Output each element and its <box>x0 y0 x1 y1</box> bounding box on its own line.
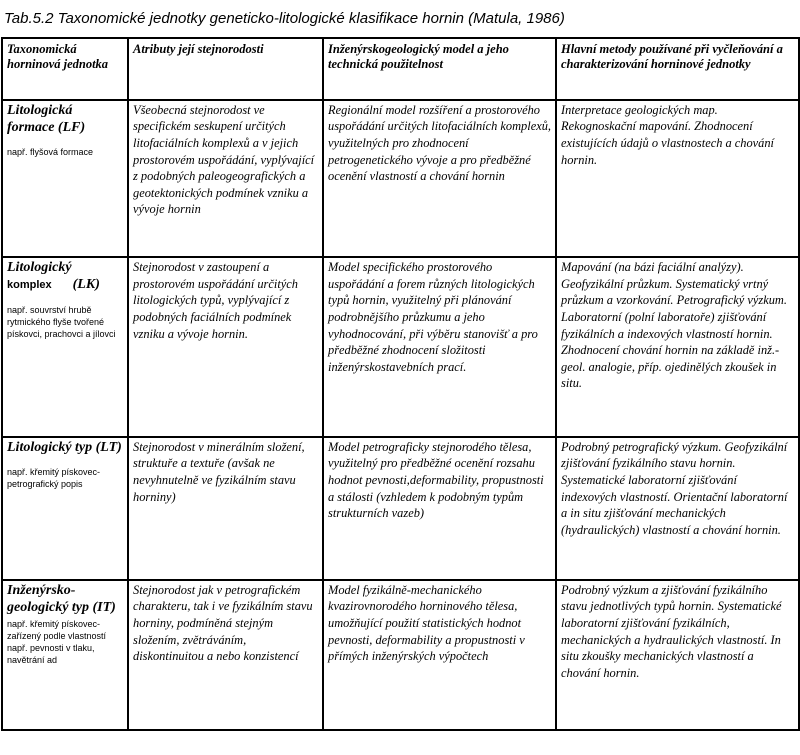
methods-cell: Podrobný petrografický výzkum. Geofyzikální zjišťování fyzikálního stavu hornin. Systematické laboratorní zjišťování indexových vlastností. Orientační laboratorní a in situ zjišťování mechanických (hydraulických) vlastností a chování hornin. <box>556 437 799 580</box>
methods-cell: Interpretace geologických map. Rekognoskační mapování. Zhodnocení existujících údajů o vlastnostech a chování hornin. <box>556 100 799 257</box>
unit-example: např. souvrství hrubě rytmického flyše tvořené pískovci, prachovci a jílovci <box>7 305 116 340</box>
header-attributes: Atributy její stejnorodosti <box>128 38 323 100</box>
unit-example: např. flyšová formace <box>7 146 94 157</box>
attributes-cell: Stejnorodost v zastoupení a prostorovém uspořádání určitých litologických typů, vyplývající z podobných faciálních podmínek vzniku a vývoje hornin. <box>128 257 323 437</box>
model-cell: Model fyzikálně-mechanického kvazirovnorodého horninového tělesa, umožňující použití statistických hodnot pevnosti, deformability a propustnosti v přímých inženýrských výpočtech <box>323 580 556 730</box>
unit-example: např. křemitý pískovec-petrografický popis <box>7 466 101 489</box>
unit-name: Litologická formace (LF) <box>7 102 86 135</box>
unit-cell <box>2 437 128 580</box>
table-row <box>2 437 799 580</box>
taxonomy-table <box>1 37 800 731</box>
table-row <box>2 100 799 257</box>
unit-cell <box>2 580 128 730</box>
attributes-cell: Všeobecná stejnorodost ve specifickém seskupení určitých litofaciálních komplexů a v jejich prostorovém uspořádání, vyplývající z podobných paleogeografických a geotektonických podmínek vzniku a vývoje hornin <box>128 100 323 257</box>
table-caption: Tab.5.2 Taxonomické jednotky geneticko-litologické klasifikace hornin (Matula, 1986) <box>4 10 565 27</box>
attributes-cell: Stejnorodost jak v petrografickém charakteru, tak i ve fyzikálním stavu horniny, podmíněná stejným složením, zvětráváním, diskontinuitou a nebo konzistencí <box>128 580 323 730</box>
unit-abbrev: (LK) <box>72 277 100 293</box>
methods-cell: Mapování (na bázi faciální analýzy). Geofyzikální průzkum. Systematický vrtný průzkum a vzorkování. Petrografický výzkum. Laboratorní (polní laboratoře) zjišťování fyzikálních a indexových vlastností hornin. Zhodnocení chování hornin na základě inž.-geol. analogie, příp. ojedinělých zkoušek in situ. <box>556 257 799 437</box>
unit-name: Inženýrsko-geologický typ (IT) <box>7 582 116 615</box>
table-row <box>2 257 799 437</box>
model-cell: Regionální model rozšíření a prostorového uspořádání určitých litofaciálních komplexů, využitelných pro zhodnocení petrogenetického vývoje a pro předběžné ocenění vlastností a chování hornin <box>323 100 556 257</box>
model-cell: Model petrograficky stejnorodého tělesa, využitelný pro předběžné ocenění rozsahu hodnot pevnosti,deformability, propustnosti a stálosti (vzhledem k podobným typům strukturních vazeb) <box>323 437 556 580</box>
unit-name: Litologický <box>7 260 72 276</box>
unit-name-part: komplex <box>7 279 52 292</box>
header-row <box>2 38 799 100</box>
header-methods: Hlavní metody používané při vyčleňování a charakterizování horninové jednotky <box>556 38 799 100</box>
unit-cell <box>2 100 128 257</box>
header-unit: Taxonomická horninová jednotka <box>2 38 128 100</box>
unit-cell <box>2 257 128 437</box>
unit-name: Litologický typ (LT) <box>7 439 122 455</box>
unit-example: např. křemitý pískovec-zařízený podle vlastností např. pevnosti v tlaku, navětrání ad <box>7 618 107 665</box>
methods-cell: Podrobný výzkum a zjišťování fyzikálního stavu jednotlivých typů hornin. Systematické laboratorní zjišťování fyzikálních, mechanických a hydraulických vlastností. In situ zkoušky mechanických vlastností a chování hornin. <box>556 580 799 730</box>
unit-name-line2 <box>7 276 123 294</box>
attributes-cell: Stejnorodost v minerálním složení, struktuře a textuře (avšak ne nevyhnutelně ve fyzikálním stavu horniny) <box>128 437 323 580</box>
table-row <box>2 580 799 730</box>
model-cell: Model specifického prostorového uspořádání a forem různých litologických typů hornin, využitelný při plánování podrobnějšího průzkumu a jeho vyhodnocování, při výběru stanovišť a pro předběžné zhodnocení složitosti inženýrskostavebních prací. <box>323 257 556 437</box>
header-model: Inženýrskogeologický model a jeho technická použitelnost <box>323 38 556 100</box>
